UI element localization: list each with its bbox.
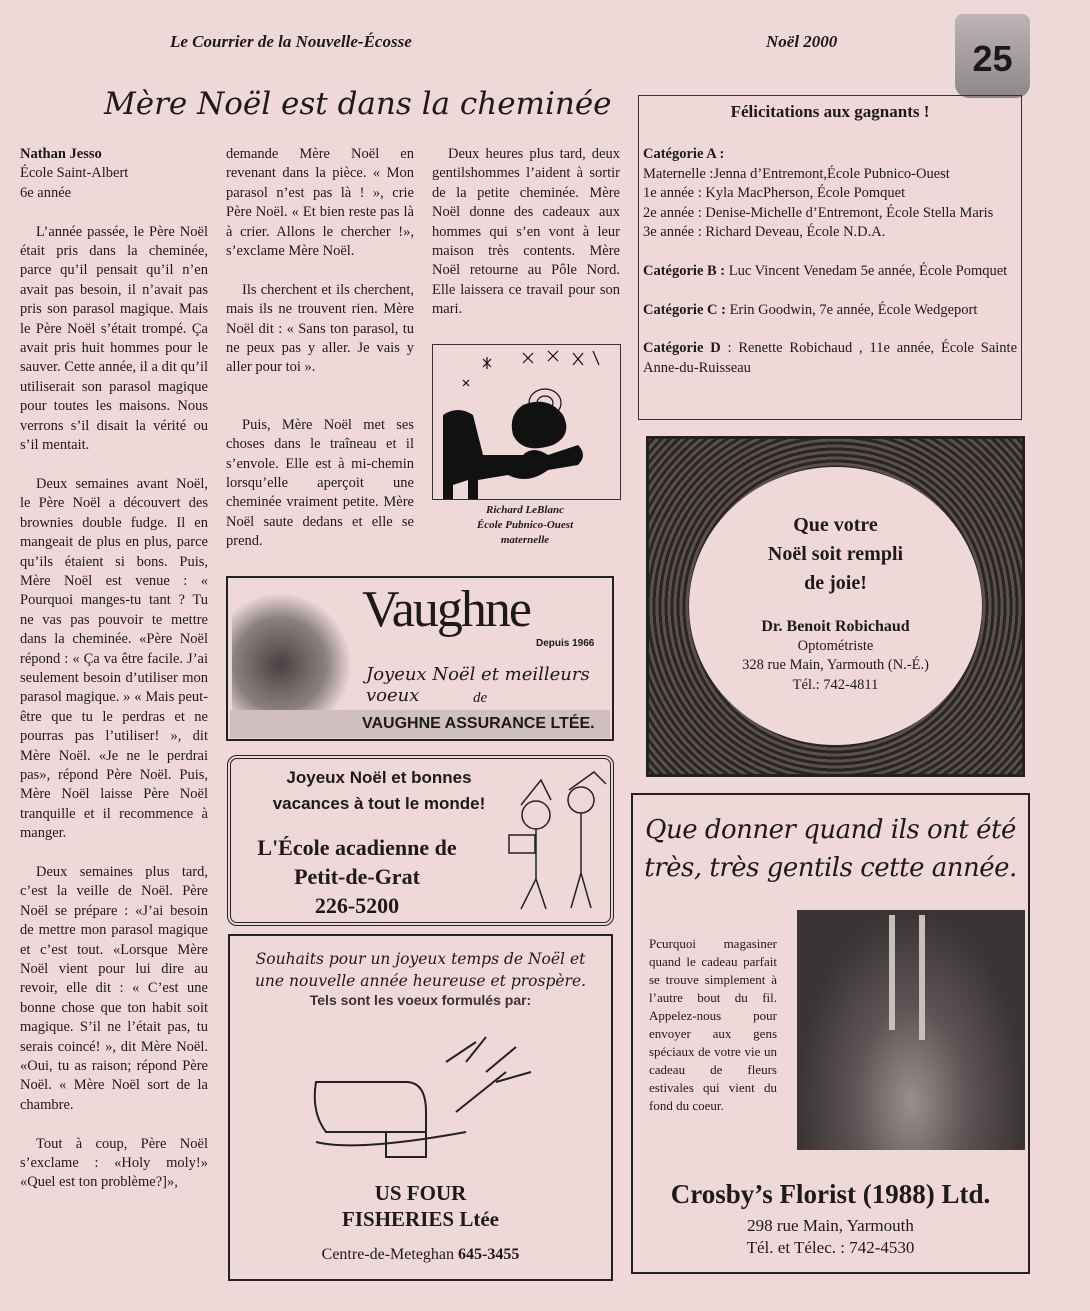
- ecole-wish-line: Joyeux Noël et bonnes: [286, 768, 472, 787]
- winners-box: [638, 95, 1022, 420]
- elves-illustration: [491, 765, 611, 920]
- us-four-phone: 645-3455: [458, 1246, 520, 1263]
- doctor-title: Optométriste: [797, 637, 874, 654]
- paragraph: L’année passée, le Père Noël était pris dans la cheminée, parce qu’il pensait qu’il n’en avait pas besoin, il n’avait pas pris son parasol magique. Mais le Père Noël s’était trompé. Ça avait pris huit hommes pour le sauver. Cette année, il a dit qu’il utiliserait son parasol magique pour toutes les maisons. Nous verrons s’il disait la vérité ou s’il mentait.: [20, 223, 208, 454]
- winner-line: 2e année : Denise-Michelle d’Entremont, École Stella Maris: [643, 204, 994, 221]
- opto-info: [689, 617, 982, 695]
- us-four-contact: [230, 1246, 611, 1264]
- greeting-line: Que votre: [793, 514, 878, 536]
- us-four-name: [230, 1180, 611, 1232]
- child-drawing: [432, 344, 621, 500]
- paragraph: Ils cherchent et ils cherchent, mais ils ne trouvent rien. Mère Noël dit : « Sans ton parasol, tu ne peux pas y aller. Je vais y aller pour toi ».: [226, 281, 414, 376]
- us-four-ad: [228, 934, 613, 1281]
- candle: [889, 915, 895, 1030]
- vaughne-wish: Joyeux Noël et meilleurs voeux: [366, 664, 590, 706]
- paragraph: Deux heures plus tard, deux gentilshommes l’aident à sortir de la petite cheminée. Mère Noël donne des cadeaux aux hommes qui s’en vont à leur maison très contents. Mère Noël retourne au Pôle Nord. Elle laissera ce travail pour son mari.: [432, 146, 620, 318]
- us-four-place: Centre-de-Meteghan: [321, 1246, 455, 1263]
- opto-address: 328 rue Main, Yarmouth (N.-É.): [742, 657, 929, 673]
- paragraph: Tout à coup, Père Noël s’exclame : «Holy moly!» «Quel est ton problème?]»,: [20, 1135, 208, 1191]
- winner-line: 1e année : Kyla MacPherson, École Pomquet: [643, 185, 906, 202]
- crosby-headline: [633, 811, 1028, 887]
- category-d: [643, 339, 1017, 378]
- category-c-text: Erin Goodwin, 7e année, École Wedgeport: [725, 301, 978, 318]
- drawing-caption: [420, 503, 630, 548]
- holly-frame-center: [689, 467, 982, 745]
- opto-phone: Tél.: 742-4811: [792, 676, 879, 693]
- ecole-info: [237, 833, 477, 920]
- article-column-2: [226, 145, 414, 571]
- ecole-name: L'École acadienne de: [257, 835, 457, 860]
- headline-line: très, très gentils cette année.: [644, 853, 1017, 883]
- paragraph: Deux semaines avant Noël, le Père Noël a découvert des brownies double fudge. Il en mangeait de plus en plus, parce qu’ils étaient si bons. Puis, Mère Noël est venue : « Pourquoi manges-tu tant ? Tu ne vas pas pouvoir te mettre dans la cheminée. «Père Noël répond : « Ça va être facile. J’ai seulement besoin d’utiliser mon parasol magique. » « Mais peut-être que tu le perdras et ne pourras pas l’utiliser! », dit Mère Noël. «Je ne le perdrai pas», répond Père Noël. Puis, Mère Noël laisse Père Noël tranquille et il recommence à manger.: [20, 475, 208, 842]
- vaughne-logo: Vaughne: [362, 581, 530, 638]
- article-column-3: [432, 145, 620, 339]
- ecole-wish-line: vacances à tout le monde!: [272, 794, 486, 813]
- category-b-text: Luc Vincent Venedam 5e année, École Pomquet: [725, 262, 1008, 279]
- us-four-wish: [230, 948, 611, 992]
- article-column-1: [20, 145, 208, 1212]
- author-name: Nathan Jesso: [20, 146, 102, 162]
- vaughne-company: VAUGHNE ASSURANCE LTÉE.: [230, 710, 610, 738]
- caption-grade: maternelle: [500, 534, 550, 546]
- ecole-wish: [249, 765, 509, 817]
- category-c-label: Catégorie C :: [643, 301, 726, 318]
- wish-line: Souhaits pour un joyeux temps de Noël et: [255, 950, 586, 968]
- category-d-text: : Renette Robichaud , 11e année, École Sainte Anne-du-Ruisseau: [643, 340, 1017, 376]
- category-d-label: Catégorie D: [643, 340, 721, 357]
- company-name-line: FISHERIES Ltée: [342, 1207, 499, 1231]
- flower-arrangement-photo: [797, 910, 1025, 1150]
- wish-line: une nouvelle année heureuse et prospère.: [254, 972, 587, 990]
- author-school: École Saint-Albert: [20, 165, 129, 182]
- paragraph: demande Mère Noël en revenant dans la pièce. « Mon parasol n’est pas là ! », crie Père Noël. « Et bien reste pas là à crier. Allons le chercher !», s’exclame Mère Noël.: [226, 146, 414, 260]
- winners-title: Félicitations aux gagnants !: [730, 102, 930, 121]
- us-four-by: Tels sont les voeux formulés par:: [309, 992, 532, 1008]
- opto-greeting: [689, 511, 982, 598]
- crosby-address: 298 rue Main, Yarmouth: [747, 1216, 914, 1235]
- candle: [919, 915, 925, 1040]
- caption-school: École Pubnico-Ouest: [476, 519, 574, 531]
- caption-artist: Richard LeBlanc: [486, 504, 564, 516]
- greeting-line: Noël soit rempli: [767, 543, 904, 565]
- headline-line: Que donner quand ils ont été: [645, 815, 1016, 845]
- winner-line: Maternelle :Jenna d’Entremont,École Pubnico-Ouest: [643, 165, 950, 182]
- category-b: [643, 262, 1017, 281]
- crosby-body: Pcurquoi magasiner quand le cadeau parfait se trouve simplement à l’autre bout du fil. Appelez-nous pour envoyer aux gens spéciaux de votre vie un cadeau de fleurs estivales qui vient du fond du coeur.: [649, 936, 777, 1113]
- optometrist-ad: [646, 436, 1025, 777]
- issue-name: Noël 2000: [766, 32, 838, 51]
- author-grade: 6e année: [20, 184, 72, 201]
- category-c: [643, 301, 1017, 320]
- crosby-florist-ad: [631, 793, 1030, 1274]
- category-a-label: Catégorie A :: [643, 146, 725, 163]
- vaughne-de: de: [473, 690, 488, 706]
- paper-name: Le Courrier de la Nouvelle-Écosse: [170, 32, 412, 51]
- drawing-image: [433, 345, 620, 499]
- since-label: Depuis 1966: [536, 638, 595, 649]
- greeting-line: de joie!: [804, 572, 867, 594]
- article-title: Mère Noël est dans la cheminée: [104, 86, 612, 122]
- crosby-contact: [633, 1215, 1028, 1259]
- paragraph: Puis, Mère Noël met ses choses dans le traîneau et il s’envole. Elle est à mi-chemin lorsqu’elle aperçoit une cheminée vraiment petite. Mère Noël saute dedans et elle se prend.: [226, 416, 414, 550]
- doctor-name: Dr. Benoit Robichaud: [761, 618, 910, 635]
- ecole-acadienne-ad: [227, 755, 614, 926]
- category-b-label: Catégorie B :: [643, 262, 726, 279]
- crosby-name: Crosby’s Florist (1988) Ltd.: [670, 1179, 991, 1209]
- sleigh-illustration: [296, 1022, 546, 1172]
- company-name-line: US FOUR: [374, 1181, 467, 1205]
- paragraph: Deux semaines plus tard, c’est la veille de Noël. Père Noël se prépare : «J’ai besoin de mettre mon parasol magique et c’est tout. «Lorsque Mère Noël vient pour lui dire au revoir, elle dit : « C’est une bonne chose que ton habit soit magique. S’il ne l’était pas, tu serais coincé! », dit Mère Noël. «Oui, tu as raison; répond Père Noël. « Mère Noël sort de la chambre.: [20, 863, 208, 1113]
- ecole-phone: 226-5200: [314, 893, 400, 918]
- page-number-badge: 25: [955, 14, 1030, 98]
- vaughne-ad: [226, 576, 614, 741]
- ecole-place: Petit-de-Grat: [294, 864, 420, 889]
- crosby-phone: Tél. et Télec. : 742-4530: [746, 1238, 915, 1257]
- winner-line: 3e année : Richard Deveau, École N.D.A.: [643, 224, 886, 241]
